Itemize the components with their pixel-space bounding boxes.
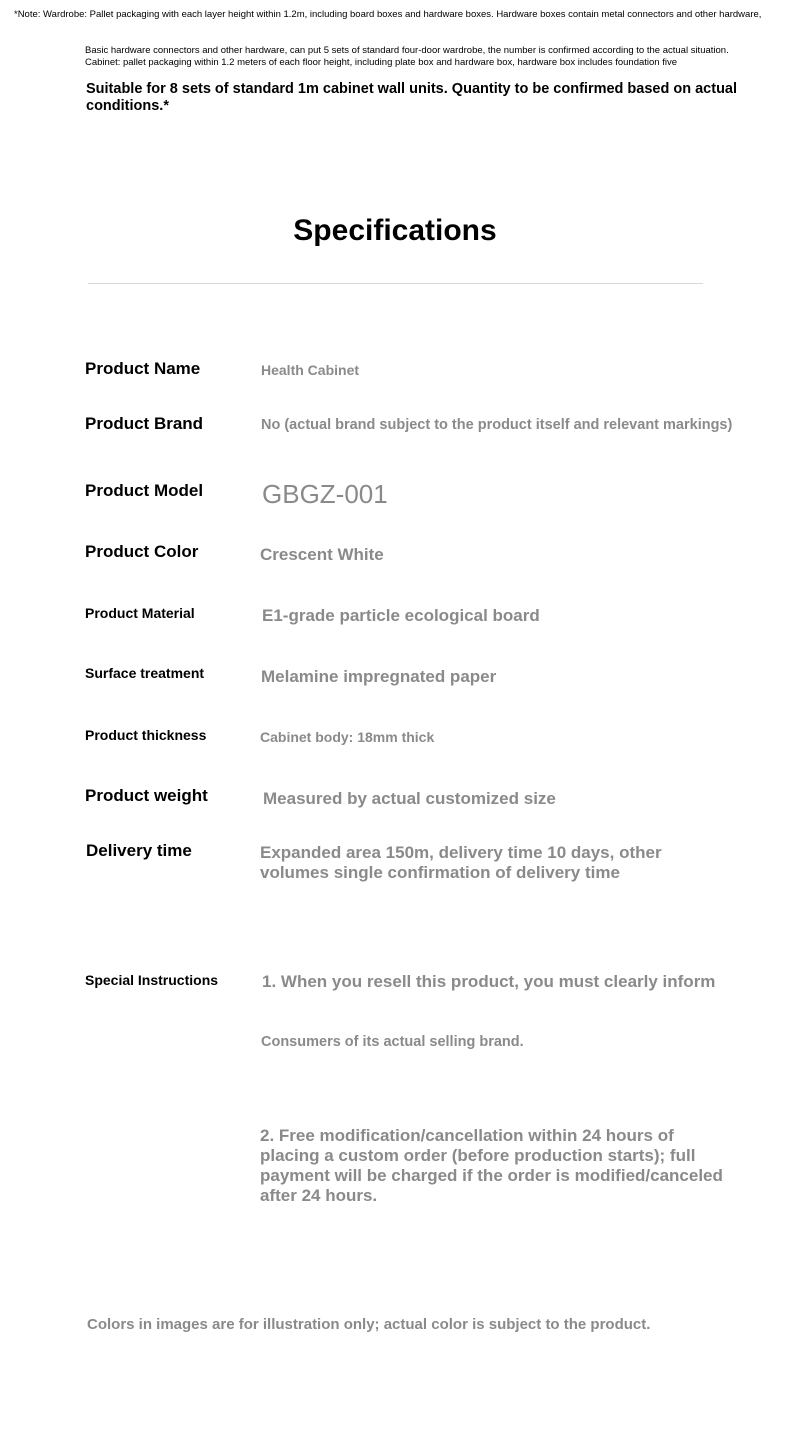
value-special-instruction-1: 1. When you resell this product, you must clearly inform: [262, 972, 716, 991]
value-product-model: GBGZ-001: [262, 479, 388, 509]
label-surface-treatment: Surface treatment: [85, 665, 205, 681]
hardware-note-line-1: Basic hardware connectors and other hardware, can put 5 sets of standard four-door wardrobe, the number is confirmed according to the actual situation.: [85, 45, 729, 56]
value-special-instruction-2: 2. Free modification/cancellation within 24 hours of placing a custom order (before production starts); full payment will be charged if the order is modified/canceled after 24 hours.: [260, 1126, 723, 1205]
label-product-brand: Product Brand: [85, 414, 204, 433]
label-product-color: Product Color: [85, 542, 199, 561]
color-disclaimer: Colors in images are for illustration only; actual color is subject to the product.: [87, 1316, 651, 1333]
value-product-color: Crescent White: [260, 545, 384, 564]
label-product-model: Product Model: [85, 481, 204, 500]
value-delivery-time: Expanded area 150m, delivery time 10 days, other volumes single confirmation of delivery time: [260, 843, 662, 882]
label-product-name: Product Name: [85, 359, 201, 378]
value-product-material: E1-grade particle ecological board: [262, 606, 540, 625]
label-product-material: Product Material: [85, 605, 195, 621]
label-special-instructions: Special Instructions: [85, 972, 219, 988]
wardrobe-packaging-note: *Note: Wardrobe: Pallet packaging with each layer height within 1.2m, including board boxes and hardware boxes. Hardware boxes contain metal connectors and other hardware,: [14, 9, 762, 20]
cabinet-packaging-note: Suitable for 8 sets of standard 1m cabinet wall units. Quantity to be confirmed based on actual conditions.*: [86, 81, 738, 114]
value-product-name: Health Cabinet: [261, 362, 360, 378]
label-delivery-time: Delivery time: [86, 841, 192, 860]
value-product-brand: No (actual brand subject to the product itself and relevant markings): [261, 417, 733, 433]
value-surface-treatment: Melamine impregnated paper: [261, 667, 497, 686]
value-special-instruction-1-continued: Consumers of its actual selling brand.: [261, 1034, 524, 1050]
value-product-thickness: Cabinet body: 18mm thick: [260, 729, 435, 745]
label-product-weight: Product weight: [85, 786, 208, 805]
hardware-packaging-note: [85, 45, 785, 69]
hardware-note-line-2: Cabinet: pallet packaging within 1.2 meters of each floor height, including plate box and hardware box, hardware box includes foundation five: [85, 57, 678, 68]
value-product-weight: Measured by actual customized size: [263, 789, 556, 808]
title-divider: [88, 283, 703, 284]
specifications-title: Specifications: [293, 214, 497, 247]
label-product-thickness: Product thickness: [85, 727, 207, 743]
